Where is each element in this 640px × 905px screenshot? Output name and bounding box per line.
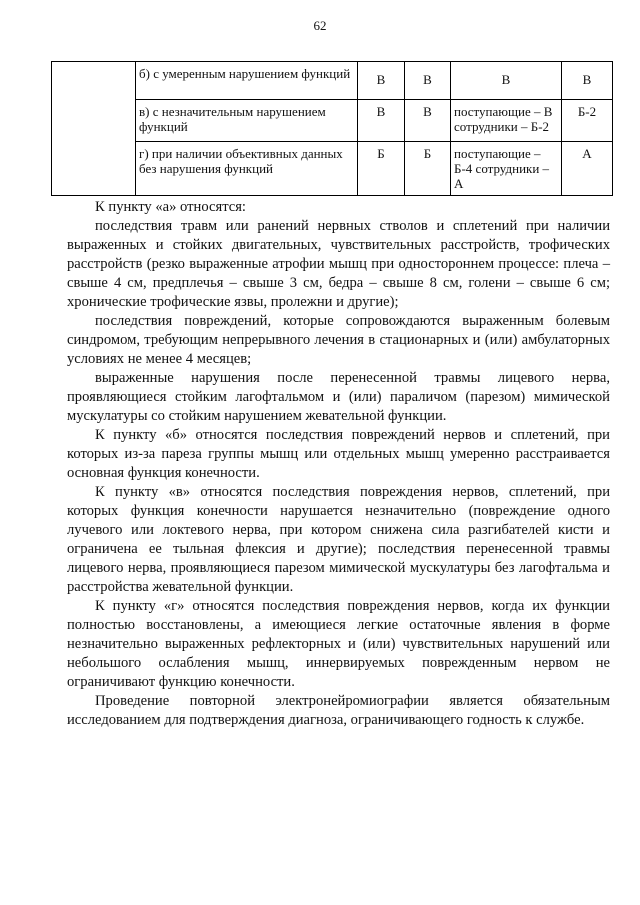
category-cell: В <box>358 100 405 142</box>
condition-cell: в) с незначительным нарушением функций <box>136 100 358 142</box>
category-cell: Б <box>405 142 451 196</box>
article-cell <box>52 62 136 196</box>
paragraph: К пункту «а» относятся: <box>95 199 246 215</box>
paragraph: Проведение повторной электронейромиографии является обязательным исследованием для подтверждения диагноза, ограничивающего годность к службе. <box>67 693 610 728</box>
body-text <box>67 198 610 730</box>
paragraph: К пункту «в» относятся последствия повреждения нервов, сплетений, при которых функция конечности нарушается незначительно (повреждение одного лучевого или локтевого нерва, при котором снижена сила разгибателей кисти и ограничена ее тыльная флексия и другие); последствия перенесенной травмы лицевого нерва, проявляющиеся парезом мимической мускулатуры без лагофтальма и расстройства жевательной функции. <box>67 484 610 595</box>
category-cell: В <box>451 62 562 100</box>
paragraph: К пункту «б» относятся последствия повреждений нервов и сплетений, при которых из-за пареза группы мышц или отдельных мышц умеренно расстраивается основная функция конечности. <box>67 427 610 481</box>
category-cell: поступающие – В сотрудники – Б-2 <box>451 100 562 142</box>
category-cell: В <box>405 100 451 142</box>
table-row <box>52 142 613 196</box>
paragraph: выраженные нарушения после перенесенной травмы лицевого нерва, проявляющиеся стойким лагофтальмом и (или) параличом (парезом) мимической мускулатуры со стойким нарушением жевательной функции. <box>67 370 610 424</box>
table-row <box>52 100 613 142</box>
paragraph: последствия травм или ранений нервных стволов и сплетений при наличии выраженных и стойких двигательных, чувствительных расстройств, трофических расстройств (резко выраженные атрофии мышц при одностороннем процессе: плеча – свыше 4 см, предплечья – свыше 3 см, бедра – свыше 8 см, голени – свыше 6 см; хронические трофические язвы, пролежни и другие); <box>67 218 610 310</box>
category-cell: Б <box>358 142 405 196</box>
category-cell: В <box>405 62 451 100</box>
page-number: 62 <box>313 18 327 33</box>
category-cell: А <box>562 142 613 196</box>
category-cell: поступающие – Б-4 сотрудники – А <box>451 142 562 196</box>
table-row <box>52 62 613 100</box>
fitness-category-table <box>51 61 613 196</box>
paragraph: последствия повреждений, которые сопровождаются выраженным болевым синдромом, требующим непрерывного лечения в стационарных и (или) амбулаторных условиях не менее 4 месяцев; <box>67 313 610 367</box>
category-cell: В <box>358 62 405 100</box>
paragraph: К пункту «г» относятся последствия повреждения нервов, когда их функции полностью восстановлены, а имеющиеся легкие остаточные явления в форме незначительно выраженных рефлекторных и (или) чувствительных нарушений или небольшого ослабления мышц, иннервируемых поврежденным нервом не ограничивают функцию конечности. <box>67 598 610 690</box>
category-cell: Б-2 <box>562 100 613 142</box>
condition-cell: б) с умеренным нарушением функций <box>136 62 358 100</box>
category-cell: В <box>562 62 613 100</box>
condition-cell: г) при наличии объективных данных без нарушения функций <box>136 142 358 196</box>
